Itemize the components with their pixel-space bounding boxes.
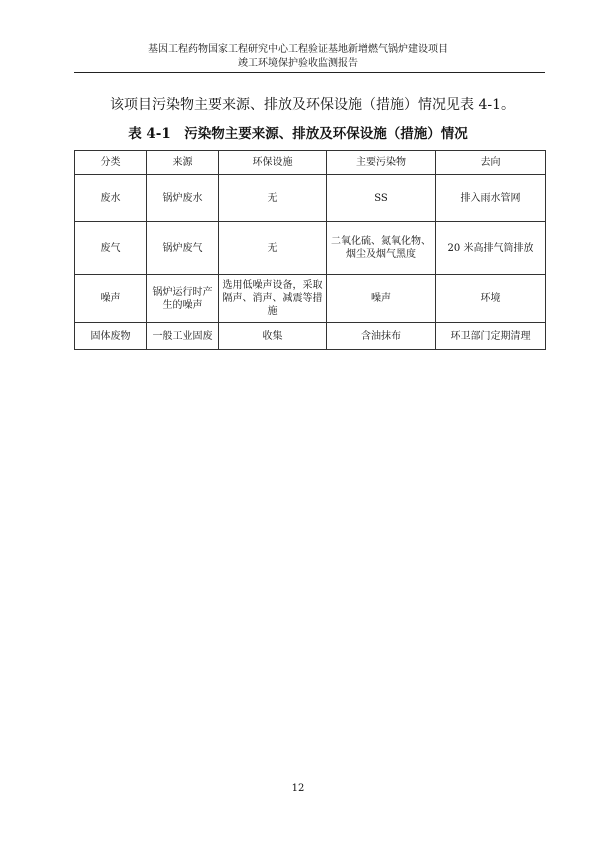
cell-facility: 无 (219, 175, 327, 222)
cell-facility: 选用低噪声设备，采取隔声、消声、减震等措施 (219, 275, 327, 323)
column-header-pollutant: 主要污染物 (327, 151, 436, 175)
header-line-1: 基因工程药物国家工程研究中心工程验证基地新增燃气锅炉建设项目 (148, 44, 448, 55)
table-row (75, 175, 546, 222)
cell-category: 固体废物 (75, 323, 147, 350)
header-divider (74, 72, 545, 73)
cell-facility: 无 (219, 222, 327, 275)
table-row (75, 275, 546, 323)
cell-pollutant: SS (327, 175, 436, 222)
cell-pollutant: 二氧化硫、氮氧化物、烟尘及烟气黑度 (327, 222, 436, 275)
cell-source: 一般工业固废 (147, 323, 219, 350)
intro-paragraph: 该项目污染物主要来源、排放及环保设施（措施）情况见表 4-1。 (110, 97, 515, 113)
column-header-destination: 去向 (436, 151, 546, 175)
cell-destination: 环境 (436, 275, 546, 323)
column-header-source: 来源 (147, 151, 219, 175)
table-header-row (75, 151, 546, 175)
header-line-2: 竣工环境保护验收监测报告 (238, 58, 358, 69)
cell-category: 废水 (75, 175, 147, 222)
table-caption: 表 4-1 污染物主要来源、排放及环保设施（措施）情况 (128, 126, 468, 142)
column-header-category: 分类 (75, 151, 147, 175)
cell-destination: 排入雨水管网 (436, 175, 546, 222)
table-row (75, 222, 546, 275)
pollutant-table (74, 150, 546, 350)
cell-pollutant: 含油抹布 (327, 323, 436, 350)
cell-destination: 环卫部门定期清理 (436, 323, 546, 350)
column-header-facility: 环保设施 (219, 151, 327, 175)
cell-facility: 收集 (219, 323, 327, 350)
page-header (0, 43, 596, 71)
cell-category: 废气 (75, 222, 147, 275)
cell-source: 锅炉运行时产生的噪声 (147, 275, 219, 323)
cell-source: 锅炉废水 (147, 175, 219, 222)
cell-source: 锅炉废气 (147, 222, 219, 275)
table-row (75, 323, 546, 350)
cell-pollutant: 噪声 (327, 275, 436, 323)
cell-category: 噪声 (75, 275, 147, 323)
cell-destination: 20 米高排气筒排放 (436, 222, 546, 275)
page-number: 12 (291, 783, 305, 794)
